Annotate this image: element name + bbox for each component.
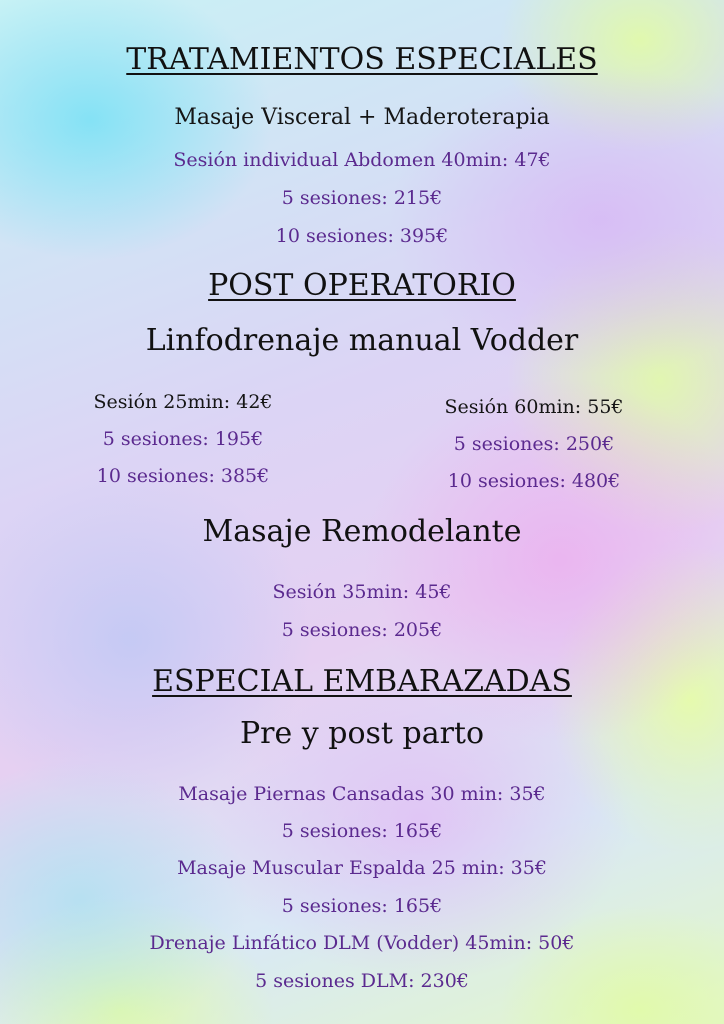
price-line: Drenaje Linfático DLM (Vodder) 45min: 50€ (149, 932, 575, 954)
price-line: 5 sesiones: 165€ (281, 895, 443, 917)
subtitle-masaje-visceral: Masaje Visceral + Maderoterapia (174, 105, 550, 130)
section-title-post-operatorio: POST OPERATORIO (208, 268, 516, 303)
price-line: Masaje Piernas Cansadas 30 min: 35€ (178, 783, 546, 805)
section-title-embarazadas: ESPECIAL EMBARAZADAS (152, 664, 572, 699)
price-line: 10 sesiones: 480€ (447, 470, 621, 492)
price-line: 5 sesiones: 205€ (281, 619, 443, 641)
price-line: Sesión 35min: 45€ (272, 581, 452, 603)
subtitle-pre-post-parto: Pre y post parto (239, 716, 485, 751)
section-title-especiales: TRATAMIENTOS ESPECIALES (126, 42, 598, 77)
price-line: 5 sesiones: 215€ (281, 187, 443, 209)
treatment-linfodrenaje: Linfodrenaje manual Vodder (145, 323, 579, 358)
price-line: 5 sesiones: 195€ (102, 428, 264, 450)
price-line: 5 sesiones: 250€ (453, 433, 615, 455)
price-line: Sesión individual Abdomen 40min: 47€ (173, 149, 551, 171)
price-line: Masaje Muscular Espalda 25 min: 35€ (177, 857, 547, 879)
price-line: 10 sesiones: 385€ (96, 465, 270, 487)
price-line: 5 sesiones: 165€ (281, 820, 443, 842)
price-line: 10 sesiones: 395€ (275, 225, 449, 247)
price-line: Sesión 60min: 55€ (444, 396, 624, 418)
price-line: Sesión 25min: 42€ (93, 391, 273, 413)
price-line: 5 sesiones DLM: 230€ (255, 970, 469, 992)
treatment-masaje-remodelante: Masaje Remodelante (202, 514, 522, 549)
